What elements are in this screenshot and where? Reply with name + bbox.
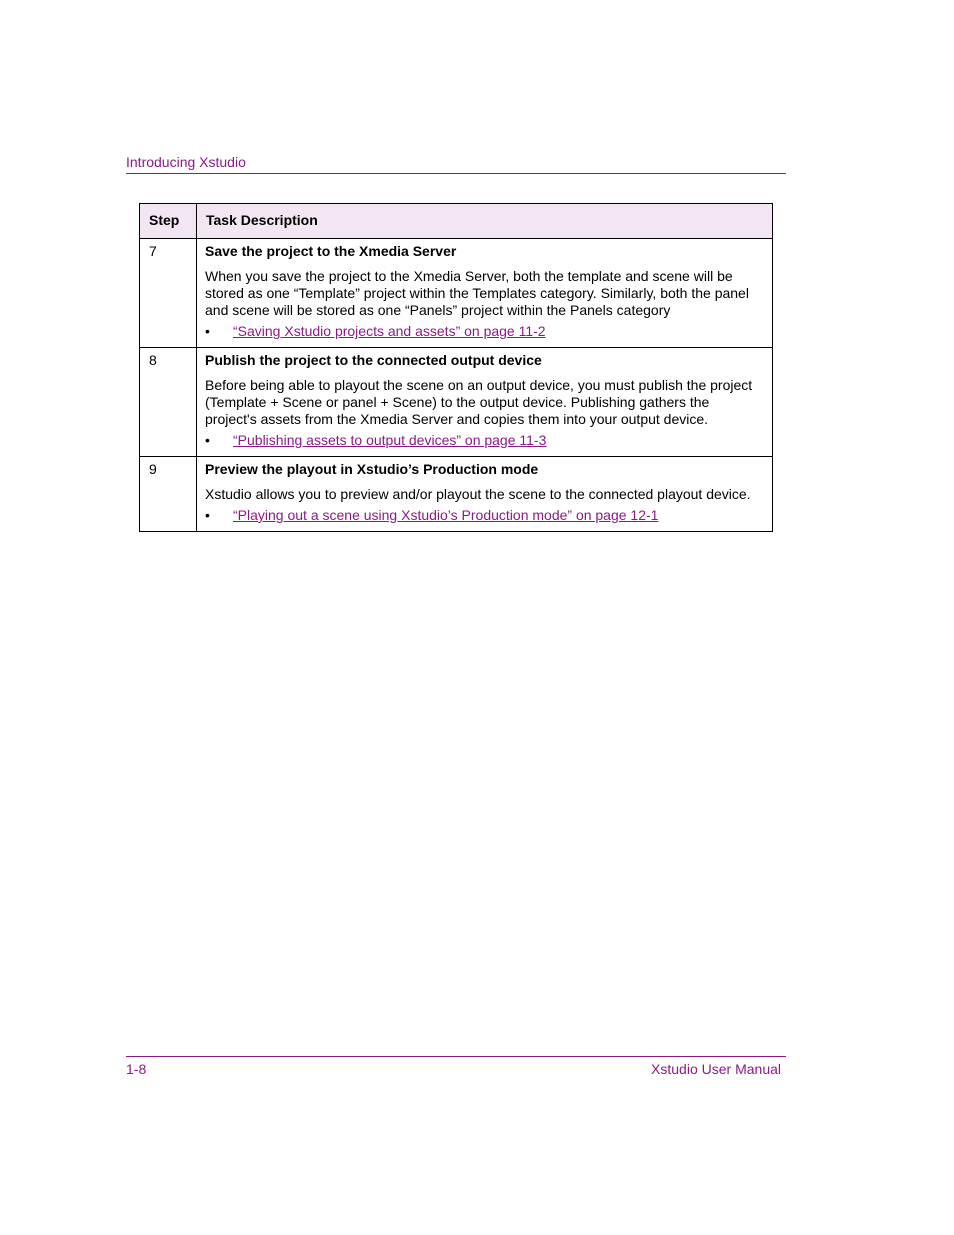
page-number: 1-8 (126, 1061, 147, 1077)
chapter-title: Introducing Xstudio (126, 154, 246, 170)
task-body: Before being able to playout the scene on an output device, you must publish the project (Template + Scene or panel + Scene) to the output device. Publishing gathers the project's assets from the Xmedia Server and copies them into your output device. (205, 377, 753, 427)
task-description (197, 457, 773, 532)
step-number: 9 (140, 457, 197, 532)
table-row (140, 348, 773, 457)
bullet: • (205, 507, 210, 523)
running-header (126, 154, 786, 174)
running-footer (126, 1056, 786, 1077)
task-title: Publish the project to the connected output device (205, 352, 542, 368)
table-row (140, 239, 773, 348)
table-row (140, 457, 773, 532)
step-column-header: Step (140, 204, 197, 239)
task-description (197, 348, 773, 457)
task-body: When you save the project to the Xmedia Server, both the template and scene will be stored as one “Template” project within the Templates category. Similarly, both the panel and scene will be stored as one “Panels” project within the Panels category (205, 268, 749, 318)
task-table (139, 203, 773, 532)
reference-item (205, 323, 763, 340)
task-title: Save the project to the Xmedia Server (205, 243, 457, 259)
task-description (197, 239, 773, 348)
table-header-row (140, 204, 773, 239)
reference-item (205, 432, 763, 449)
cross-reference-link[interactable]: “Playing out a scene using Xstudio’s Production mode” on page 12-1 (233, 507, 659, 523)
step-number: 8 (140, 348, 197, 457)
description-column-header: Task Description (197, 204, 773, 239)
task-body: Xstudio allows you to preview and/or playout the scene to the connected playout device. (205, 486, 751, 502)
bullet: • (205, 432, 210, 448)
step-number: 7 (140, 239, 197, 348)
cross-reference-link[interactable]: “Saving Xstudio projects and assets” on page 11-2 (233, 323, 546, 339)
bullet: • (205, 323, 210, 339)
cross-reference-link[interactable]: “Publishing assets to output devices” on page 11-3 (233, 432, 547, 448)
task-title: Preview the playout in Xstudio’s Production mode (205, 461, 539, 477)
manual-title: Xstudio User Manual (651, 1061, 781, 1077)
reference-item (205, 507, 763, 524)
